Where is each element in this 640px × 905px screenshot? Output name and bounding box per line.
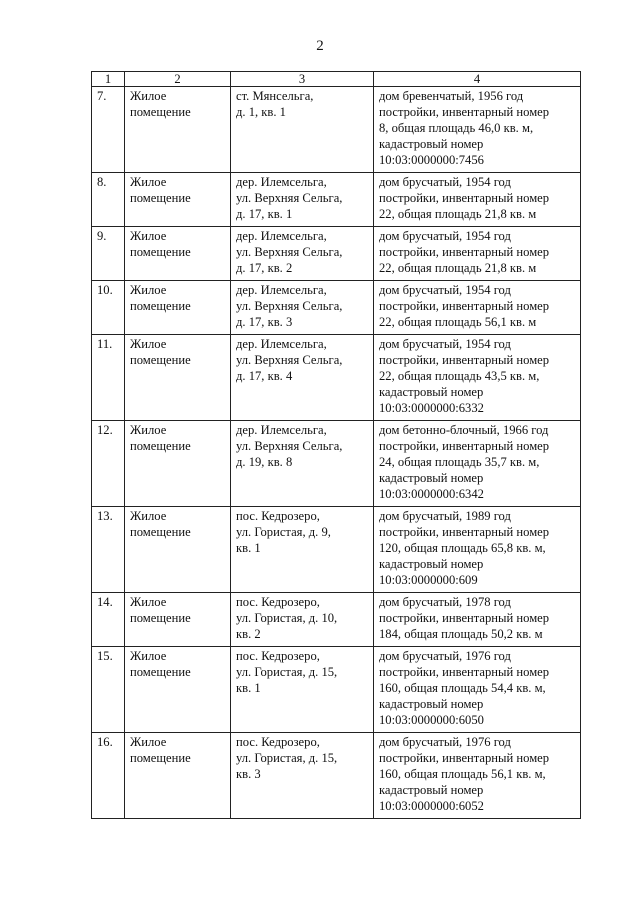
table-row bbox=[92, 335, 581, 421]
property-address: пос. Кедрозеро, ул. Гористая, д. 10, кв. 2 bbox=[231, 593, 374, 647]
table-row bbox=[92, 281, 581, 335]
table-header bbox=[92, 72, 581, 87]
row-number: 11. bbox=[92, 335, 125, 421]
property-description: дом бетонно-блочный, 1966 год постройки, инвентарный номер 24, общая площадь 35,7 кв. м, кадастровый номер 10:03:0000000:6342 bbox=[374, 421, 581, 507]
column-header-1: 1 bbox=[92, 72, 125, 87]
property-description: дом брусчатый, 1954 год постройки, инвентарный номер 22, общая площадь 21,8 кв. м bbox=[374, 227, 581, 281]
property-description: дом брусчатый, 1976 год постройки, инвентарный номер 160, общая площадь 56,1 кв. м, кадастровый номер 10:03:0000000:6052 bbox=[374, 733, 581, 819]
row-number: 9. bbox=[92, 227, 125, 281]
table-row bbox=[92, 173, 581, 227]
column-header-3: 3 bbox=[231, 72, 374, 87]
table-row bbox=[92, 227, 581, 281]
table-row bbox=[92, 733, 581, 819]
property-address: дер. Илемсельга, ул. Верхняя Сельга, д. 19, кв. 8 bbox=[231, 421, 374, 507]
property-description: дом брусчатый, 1954 год постройки, инвентарный номер 22, общая площадь 21,8 кв. м bbox=[374, 173, 581, 227]
table-row bbox=[92, 647, 581, 733]
property-address: дер. Илемсельга, ул. Верхняя Сельга, д. 17, кв. 2 bbox=[231, 227, 374, 281]
property-type: Жилое помещение bbox=[125, 281, 231, 335]
property-type: Жилое помещение bbox=[125, 733, 231, 819]
column-header-4: 4 bbox=[374, 72, 581, 87]
property-description: дом брусчатый, 1954 год постройки, инвентарный номер 22, общая площадь 56,1 кв. м bbox=[374, 281, 581, 335]
row-number: 7. bbox=[92, 87, 125, 173]
property-address: дер. Илемсельга, ул. Верхняя Сельга, д. 17, кв. 3 bbox=[231, 281, 374, 335]
row-number: 14. bbox=[92, 593, 125, 647]
table-body bbox=[92, 87, 581, 819]
table-row bbox=[92, 421, 581, 507]
property-type: Жилое помещение bbox=[125, 647, 231, 733]
row-number: 16. bbox=[92, 733, 125, 819]
table-row bbox=[92, 593, 581, 647]
property-address: ст. Мянсельга, д. 1, кв. 1 bbox=[231, 87, 374, 173]
row-number: 10. bbox=[92, 281, 125, 335]
property-address: пос. Кедрозеро, ул. Гористая, д. 15, кв. 1 bbox=[231, 647, 374, 733]
property-type: Жилое помещение bbox=[125, 593, 231, 647]
row-number: 8. bbox=[92, 173, 125, 227]
table-row bbox=[92, 87, 581, 173]
property-address: пос. Кедрозеро, ул. Гористая, д. 9, кв. 1 bbox=[231, 507, 374, 593]
row-number: 15. bbox=[92, 647, 125, 733]
property-description: дом бревенчатый, 1956 год постройки, инвентарный номер 8, общая площадь 46,0 кв. м, кадастровый номер 10:03:0000000:7456 bbox=[374, 87, 581, 173]
property-description: дом брусчатый, 1978 год постройки, инвентарный номер 184, общая площадь 50,2 кв. м bbox=[374, 593, 581, 647]
property-description: дом брусчатый, 1976 год постройки, инвентарный номер 160, общая площадь 54,4 кв. м, кадастровый номер 10:03:0000000:6050 bbox=[374, 647, 581, 733]
property-type: Жилое помещение bbox=[125, 335, 231, 421]
property-table bbox=[91, 71, 581, 819]
property-type: Жилое помещение bbox=[125, 421, 231, 507]
row-number: 13. bbox=[92, 507, 125, 593]
property-address: дер. Илемсельга, ул. Верхняя Сельга, д. 17, кв. 1 bbox=[231, 173, 374, 227]
row-number: 12. bbox=[92, 421, 125, 507]
page-number: 2 bbox=[316, 38, 324, 54]
property-type: Жилое помещение bbox=[125, 507, 231, 593]
property-type: Жилое помещение bbox=[125, 227, 231, 281]
property-type: Жилое помещение bbox=[125, 173, 231, 227]
property-address: дер. Илемсельга, ул. Верхняя Сельга, д. 17, кв. 4 bbox=[231, 335, 374, 421]
property-description: дом брусчатый, 1989 год постройки, инвентарный номер 120, общая площадь 65,8 кв. м, кадастровый номер 10:03:0000000:609 bbox=[374, 507, 581, 593]
property-address: пос. Кедрозеро, ул. Гористая, д. 15, кв. 3 bbox=[231, 733, 374, 819]
column-header-2: 2 bbox=[125, 72, 231, 87]
header-row bbox=[92, 72, 581, 87]
property-description: дом брусчатый, 1954 год постройки, инвентарный номер 22, общая площадь 43,5 кв. м, кадастровый номер 10:03:0000000:6332 bbox=[374, 335, 581, 421]
table-row bbox=[92, 507, 581, 593]
property-type: Жилое помещение bbox=[125, 87, 231, 173]
